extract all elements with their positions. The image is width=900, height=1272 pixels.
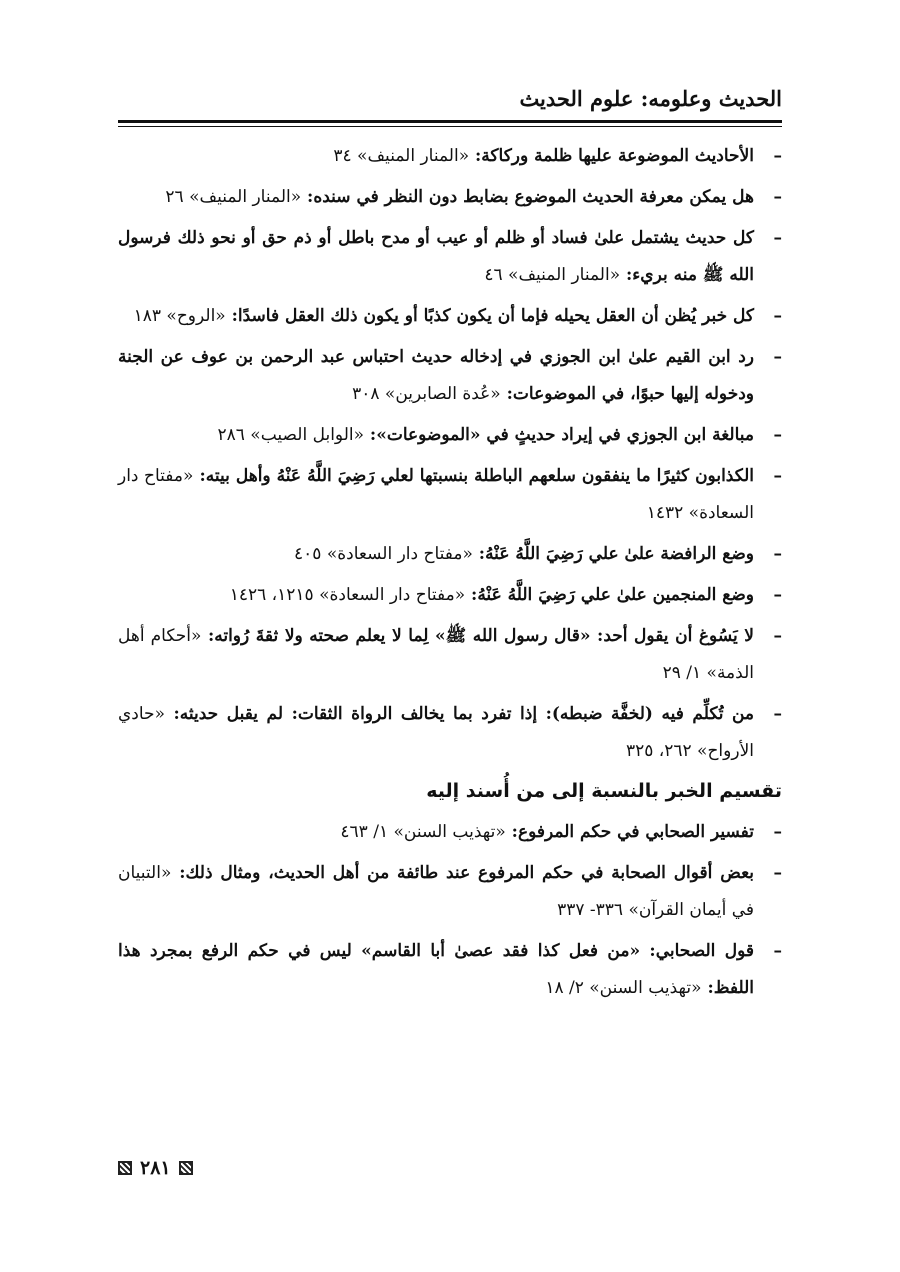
entry-text: وضع المنجمين علىٰ علي رَضِيَ اللَّهُ عَنْهُ: <box>471 585 754 605</box>
ornament-icon <box>118 1161 132 1175</box>
running-header <box>118 82 782 122</box>
header-rule-thick <box>118 120 782 123</box>
entry-source: «الروح» ١٨٣ <box>133 306 226 326</box>
bullet-dash: – <box>773 544 782 564</box>
running-header-title: الحديث وعلومه: علوم الحديث <box>519 86 782 111</box>
header-rule-thin <box>118 126 782 127</box>
index-entry <box>118 536 782 573</box>
page-number: ٢٨١ <box>140 1157 171 1179</box>
ornament-icon <box>179 1161 193 1175</box>
bullet-dash: – <box>773 228 782 248</box>
entry-source: «المنار المنيف» ٤٦ <box>484 265 621 285</box>
index-entry <box>118 933 782 1007</box>
entry-source: «مفتاح دار السعادة» ١٢١٥، ١٤٢٦ <box>229 585 466 605</box>
entry-text: الأحاديث الموضوعة عليها ظلمة وركاكة: <box>475 146 754 166</box>
bullet-dash: – <box>773 626 782 646</box>
entry-text: الكذابون كثيرًا ما ينفقون سلعهم الباطلة بنسبتها لعلي رَضِيَ اللَّهُ عَنْهُ وأهل بيته: <box>199 466 755 486</box>
entry-source: «عُدة الصابرين» ٣٠٨ <box>352 384 501 404</box>
entry-list <box>118 138 782 770</box>
index-entry <box>118 339 782 413</box>
index-entry <box>118 696 782 770</box>
bullet-dash: – <box>773 585 782 605</box>
entry-text: وضع الرافضة علىٰ علي رَضِيَ اللَّهُ عَنْهُ: <box>478 544 754 564</box>
bullet-dash: – <box>773 863 782 883</box>
index-entry <box>118 577 782 614</box>
bullet-dash: – <box>773 347 782 367</box>
entry-text: قول الصحابي: «من فعل كذا فقد عصىٰ أبا القاسم» ليس في حكم الرفع بمجرد هذا اللفظ: <box>118 941 754 998</box>
index-entry <box>118 814 782 851</box>
entry-text: مبالغة ابن الجوزي في إيراد حديثٍ في «الموضوعات»: <box>369 425 754 445</box>
index-entry <box>118 220 782 294</box>
entry-list <box>118 814 782 1007</box>
bullet-dash: – <box>773 941 782 961</box>
entry-source: «تهذيب السنن» ١/ ٤٦٣ <box>340 822 506 842</box>
index-entry <box>118 179 782 216</box>
index-entry <box>118 138 782 175</box>
index-entry <box>118 855 782 929</box>
entry-source: «التبيان في أيمان القرآن» ٣٣٦- ٣٣٧ <box>118 863 754 920</box>
bullet-dash: – <box>773 187 782 207</box>
entry-text: رد ابن القيم علىٰ ابن الجوزي في إدخاله حديث احتباس عبد الرحمن بن عوف عن الجنة ودخوله إليها حبوًا، في الموضوعات: <box>118 347 754 404</box>
section-heading: تقسيم الخبر بالنسبة إلى من أُسند إليه <box>426 780 782 802</box>
entry-source: «حادي الأرواح» ٢٦٢، ٣٢٥ <box>118 704 754 761</box>
entry-text: لا يَسُوغ أن يقول أحد: «قال رسول الله ﷺ» لِما لا يعلم صحته ولا ثقةَ رُواته: <box>207 626 754 646</box>
index-entry <box>118 458 782 532</box>
bullet-dash: – <box>773 146 782 166</box>
entry-source: «المنار المنيف» ٢٦ <box>165 187 302 207</box>
entry-text: بعض أقوال الصحابة في حكم المرفوع عند طائفة من أهل الحديث، ومثال ذلك: <box>179 863 754 883</box>
page-content <box>118 138 782 1011</box>
page-footer <box>118 1154 193 1182</box>
bullet-dash: – <box>773 466 782 486</box>
entry-text: هل يمكن معرفة الحديث الموضوع بضابط دون النظر في سنده: <box>307 187 754 207</box>
bullet-dash: – <box>773 822 782 842</box>
entry-source: «مفتاح دار السعادة» ١٤٣٢ <box>118 466 754 523</box>
entry-text: تفسير الصحابي في حكم المرفوع: <box>511 822 754 842</box>
entry-text: كل خبر يُظن أن العقل يحيله فإما أن يكون كذبًا أو يكون ذلك العقل فاسدًا: <box>231 306 754 326</box>
entry-source: «مفتاح دار السعادة» ٤٠٥ <box>294 544 473 564</box>
entry-source: «الوابل الصيب» ٢٨٦ <box>217 425 364 445</box>
entry-source: «تهذيب السنن» ٢/ ١٨ <box>545 978 702 998</box>
entry-source: «المنار المنيف» ٣٤ <box>333 146 470 166</box>
bullet-dash: – <box>773 306 782 326</box>
entry-text: كل حديث يشتمل علىٰ فساد أو ظلم أو عيب أو مدح باطل أو ذم حق أو نحو ذلك فرسول الله ﷺ منه بريء: <box>118 228 754 285</box>
bullet-dash: – <box>773 425 782 445</box>
index-entry <box>118 417 782 454</box>
index-entry <box>118 618 782 692</box>
entry-text: من تُكلِّم فيه (لخفَّة ضبطه): إذا تفرد بما يخالف الرواة الثقات: لم يقبل حديثه: <box>173 704 755 724</box>
index-entry <box>118 298 782 335</box>
bullet-dash: – <box>773 704 782 724</box>
entry-source: «أحكام أهل الذمة» ١/ ٢٩ <box>118 626 754 683</box>
